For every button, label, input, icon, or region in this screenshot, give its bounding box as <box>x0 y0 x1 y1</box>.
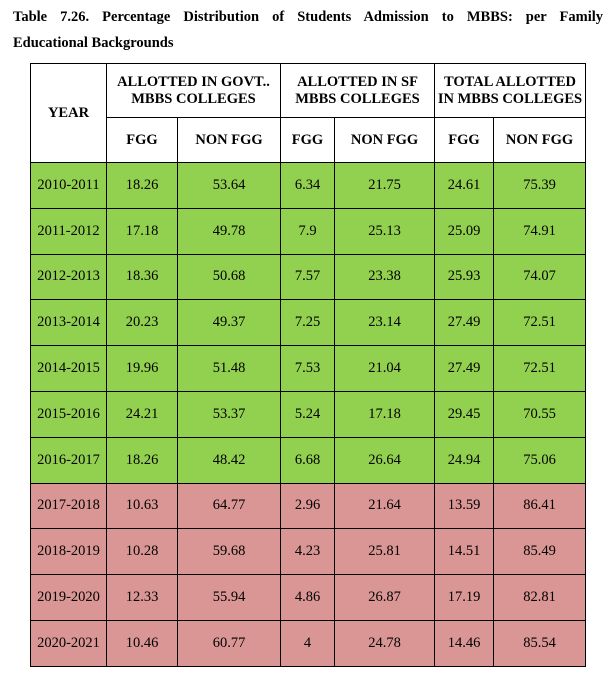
cell-year: 2012-2013 <box>31 254 107 300</box>
cell-total-non-fgg: 85.49 <box>494 529 586 575</box>
table-caption <box>13 4 603 56</box>
cell-sf-fgg: 7.53 <box>281 346 335 392</box>
cell-govt-non-fgg: 49.37 <box>178 300 281 346</box>
table-row <box>31 254 586 300</box>
table-row <box>31 208 586 254</box>
cell-total-fgg: 25.93 <box>435 254 494 300</box>
table-row <box>31 620 586 666</box>
cell-sf-non-fgg: 21.64 <box>335 483 435 529</box>
cell-total-fgg: 29.45 <box>435 391 494 437</box>
cell-sf-non-fgg: 17.18 <box>335 391 435 437</box>
header-sf-non-fgg: NON FGG <box>335 118 435 163</box>
caption-line-1: Table 7.26. Percentage Distribution of Students Admission to MBBS: per Family <box>13 9 603 25</box>
cell-total-non-fgg: 82.81 <box>494 575 586 621</box>
cell-year: 2017-2018 <box>31 483 107 529</box>
cell-total-non-fgg: 72.51 <box>494 300 586 346</box>
cell-sf-non-fgg: 21.75 <box>335 163 435 209</box>
cell-sf-fgg: 4.23 <box>281 529 335 575</box>
cell-sf-fgg: 7.9 <box>281 208 335 254</box>
table-row <box>31 391 586 437</box>
cell-govt-fgg: 10.63 <box>107 483 178 529</box>
cell-govt-fgg: 18.36 <box>107 254 178 300</box>
cell-govt-fgg: 12.33 <box>107 575 178 621</box>
cell-sf-fgg: 6.68 <box>281 437 335 483</box>
cell-sf-fgg: 5.24 <box>281 391 335 437</box>
cell-govt-fgg: 20.23 <box>107 300 178 346</box>
cell-total-non-fgg: 86.41 <box>494 483 586 529</box>
cell-govt-fgg: 10.46 <box>107 620 178 666</box>
header-sf: ALLOTTED IN SF MBBS COLLEGES <box>281 64 435 118</box>
cell-year: 2010-2011 <box>31 163 107 209</box>
cell-total-fgg: 13.59 <box>435 483 494 529</box>
cell-sf-non-fgg: 25.13 <box>335 208 435 254</box>
cell-govt-non-fgg: 49.78 <box>178 208 281 254</box>
cell-year: 2013-2014 <box>31 300 107 346</box>
cell-govt-fgg: 24.21 <box>107 391 178 437</box>
cell-total-fgg: 24.61 <box>435 163 494 209</box>
cell-sf-non-fgg: 23.38 <box>335 254 435 300</box>
cell-sf-fgg: 4 <box>281 620 335 666</box>
cell-sf-non-fgg: 21.04 <box>335 346 435 392</box>
header-govt: ALLOTTED IN GOVT.. MBBS COLLEGES <box>107 64 281 118</box>
header-govt-non-fgg: NON FGG <box>178 118 281 163</box>
cell-govt-non-fgg: 48.42 <box>178 437 281 483</box>
cell-govt-fgg: 17.18 <box>107 208 178 254</box>
cell-sf-non-fgg: 24.78 <box>335 620 435 666</box>
cell-govt-non-fgg: 53.37 <box>178 391 281 437</box>
cell-sf-non-fgg: 25.81 <box>335 529 435 575</box>
header-year: YEAR <box>31 64 107 163</box>
cell-year: 2020-2021 <box>31 620 107 666</box>
cell-total-fgg: 27.49 <box>435 300 494 346</box>
cell-govt-non-fgg: 64.77 <box>178 483 281 529</box>
cell-total-fgg: 17.19 <box>435 575 494 621</box>
cell-sf-fgg: 6.34 <box>281 163 335 209</box>
cell-sf-fgg: 7.25 <box>281 300 335 346</box>
header-govt-fgg: FGG <box>107 118 178 163</box>
cell-govt-non-fgg: 59.68 <box>178 529 281 575</box>
cell-govt-fgg: 18.26 <box>107 163 178 209</box>
admission-table <box>30 63 586 667</box>
cell-total-fgg: 25.09 <box>435 208 494 254</box>
caption-line-2: Educational Backgrounds <box>13 35 174 51</box>
cell-sf-non-fgg: 26.64 <box>335 437 435 483</box>
cell-govt-fgg: 19.96 <box>107 346 178 392</box>
cell-total-non-fgg: 70.55 <box>494 391 586 437</box>
table-row <box>31 575 586 621</box>
cell-total-fgg: 14.51 <box>435 529 494 575</box>
cell-year: 2016-2017 <box>31 437 107 483</box>
cell-year: 2014-2015 <box>31 346 107 392</box>
cell-total-non-fgg: 74.91 <box>494 208 586 254</box>
cell-total-fgg: 24.94 <box>435 437 494 483</box>
cell-year: 2018-2019 <box>31 529 107 575</box>
header-sf-fgg: FGG <box>281 118 335 163</box>
cell-govt-non-fgg: 50.68 <box>178 254 281 300</box>
cell-govt-non-fgg: 53.64 <box>178 163 281 209</box>
cell-sf-fgg: 7.57 <box>281 254 335 300</box>
cell-year: 2019-2020 <box>31 575 107 621</box>
cell-govt-fgg: 10.28 <box>107 529 178 575</box>
cell-sf-fgg: 4.86 <box>281 575 335 621</box>
table-row <box>31 163 586 209</box>
cell-govt-fgg: 18.26 <box>107 437 178 483</box>
table-row <box>31 483 586 529</box>
header-total-fgg: FGG <box>435 118 494 163</box>
cell-total-non-fgg: 75.39 <box>494 163 586 209</box>
cell-year: 2011-2012 <box>31 208 107 254</box>
cell-total-fgg: 27.49 <box>435 346 494 392</box>
cell-sf-non-fgg: 23.14 <box>335 300 435 346</box>
cell-govt-non-fgg: 60.77 <box>178 620 281 666</box>
table-row <box>31 437 586 483</box>
cell-total-non-fgg: 75.06 <box>494 437 586 483</box>
cell-sf-non-fgg: 26.87 <box>335 575 435 621</box>
cell-total-non-fgg: 85.54 <box>494 620 586 666</box>
cell-year: 2015-2016 <box>31 391 107 437</box>
table-row <box>31 300 586 346</box>
table-row <box>31 346 586 392</box>
cell-total-non-fgg: 74.07 <box>494 254 586 300</box>
cell-sf-fgg: 2.96 <box>281 483 335 529</box>
header-total: TOTAL ALLOTTED IN MBBS COLLEGES <box>435 64 586 118</box>
table-row <box>31 529 586 575</box>
cell-govt-non-fgg: 51.48 <box>178 346 281 392</box>
cell-total-non-fgg: 72.51 <box>494 346 586 392</box>
cell-govt-non-fgg: 55.94 <box>178 575 281 621</box>
cell-total-fgg: 14.46 <box>435 620 494 666</box>
header-total-non-fgg: NON FGG <box>494 118 586 163</box>
